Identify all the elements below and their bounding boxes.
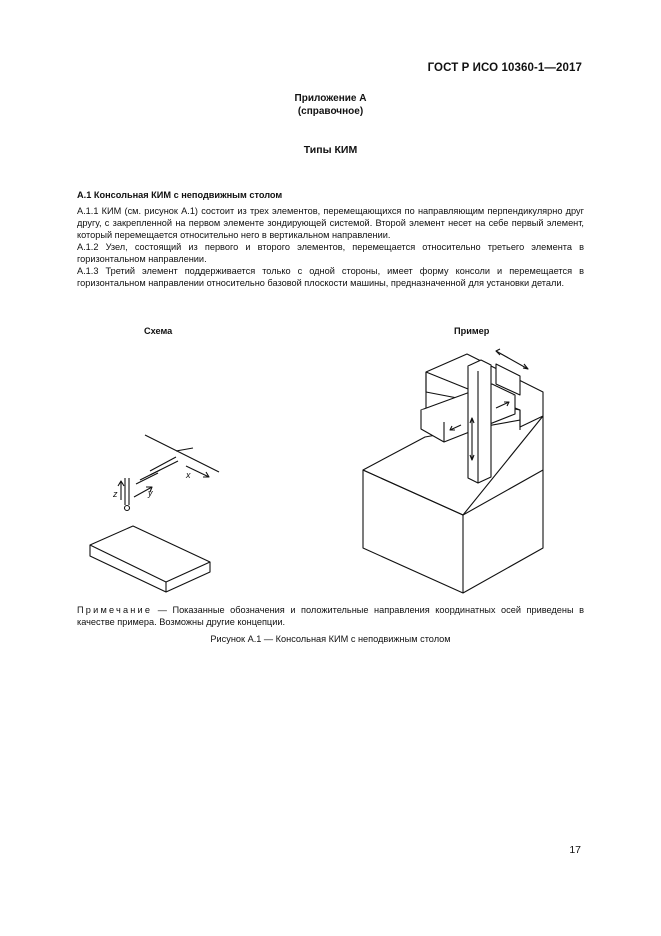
subsection-title: А.1 Консольная КИМ с неподвижным столом	[77, 190, 283, 200]
paragraph-a-1-3: А.1.3 Третий элемент поддерживается только с одной стороны, имеет форму консоли и перемещается в горизонтальном направлении относительно базовой плоскости машины, предназначенной для установки детали.	[77, 266, 584, 288]
scheme-probe-tip	[125, 506, 130, 511]
scheme-rail-line	[145, 435, 219, 472]
figure-label-scheme: Схема	[144, 326, 173, 336]
appendix-subtitle: (справочное)	[297, 106, 364, 117]
paragraph-a-1-2: А.1.2 Узел, состоящий из первого и второго элементов, перемещается относительно третьего элемента в горизонтальном направлении.	[77, 242, 584, 264]
z-axis-label: z	[113, 489, 118, 499]
figure-caption: Рисунок А.1 — Консольная КИМ с неподвижным столом	[210, 634, 451, 644]
appendix-heading	[0, 92, 661, 118]
section-title: Типы КИМ	[303, 144, 358, 156]
figure-cmm-drawing	[0, 330, 661, 600]
standard-designation: ГОСТ Р ИСО 10360-1—2017	[427, 62, 582, 74]
note-text: — Показанные обозначения и положительные направления координатных осей приведены в качестве примера. Возможны другие концепции.	[77, 605, 584, 627]
scheme-arm-line	[140, 470, 160, 480]
figure-note	[77, 604, 584, 628]
scheme-table-top	[90, 526, 210, 582]
y-axis-label: y	[148, 488, 153, 498]
scheme-table-side	[90, 545, 210, 592]
scheme-diagram	[90, 435, 219, 592]
scheme-arm-line	[136, 473, 158, 484]
note-prefix: Примечание	[77, 605, 153, 615]
body-text	[77, 205, 584, 289]
appendix-title: Приложение А	[294, 93, 367, 104]
paragraph-a-1-1: А.1.1 КИМ (см. рисунок А.1) состоит из трех элементов, перемещающихся по направляющим перпендикулярно друг другу, с закрепленной на первом элементе зондирующей системой. Второй элемент несет на себе первый элемент, который перемещается относительно него в вертикальном направлении.	[77, 206, 584, 240]
example-diagram	[363, 349, 543, 593]
page-number: 17	[569, 844, 581, 856]
scheme-rail-tick	[176, 448, 193, 451]
x-axis-label: x	[186, 470, 191, 480]
figure-label-example: Пример	[454, 326, 490, 336]
